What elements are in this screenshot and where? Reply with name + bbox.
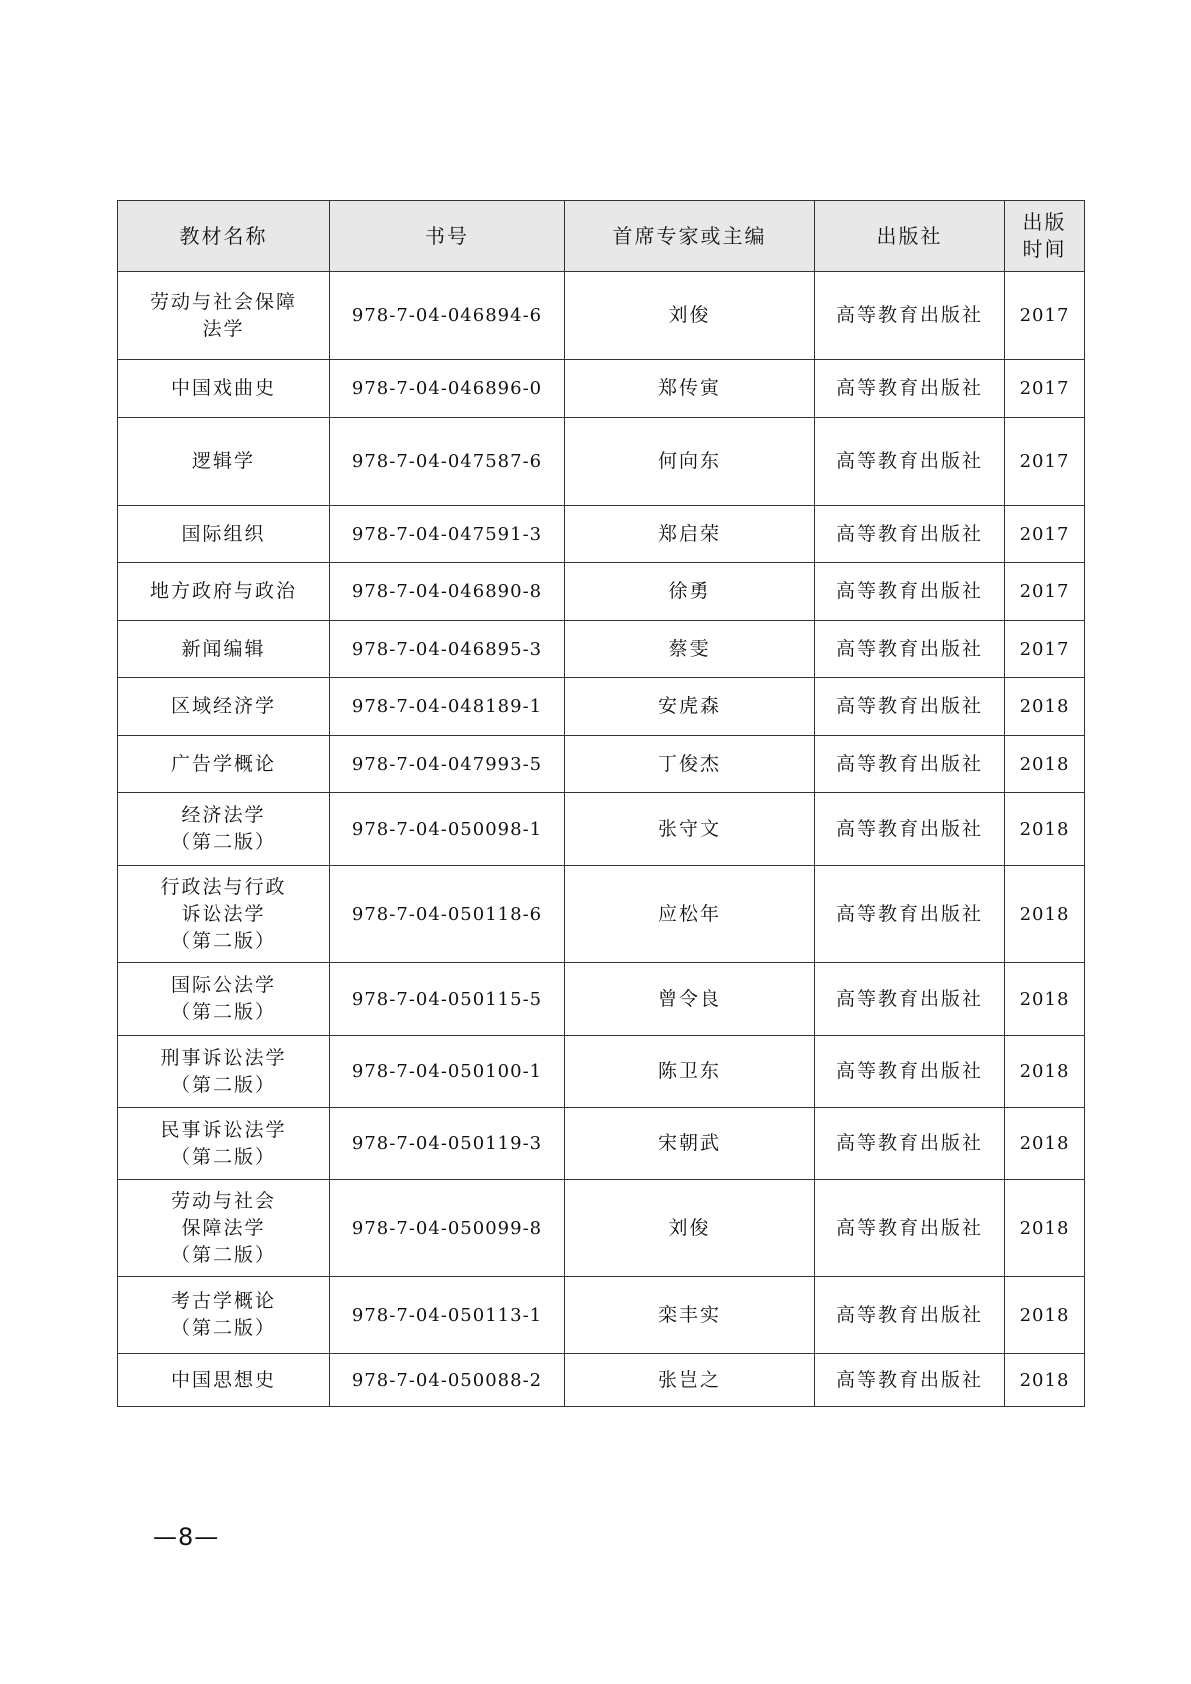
header-year-line2: 时间 [1022,237,1067,261]
cell-title-line: 国际组织 [181,522,266,545]
cell-publisher: 高等教育出版社 [815,506,1005,563]
cell-title [118,418,330,506]
cell-title [118,736,330,793]
cell-isbn: 978-7-04-046895-3 [330,621,565,678]
table-row [118,418,1085,506]
cell-title-line: 保障法学 [181,1216,266,1239]
cell-publisher: 高等教育出版社 [815,793,1005,866]
cell-title-line: （第二版） [170,1001,276,1023]
cell-publisher: 高等教育出版社 [815,736,1005,793]
cell-title-line: 经济法学 [181,804,266,826]
table-row [118,621,1085,678]
cell-title-line: 逻辑学 [191,450,255,472]
cell-editor: 徐勇 [565,563,815,621]
cell-title [118,678,330,736]
cell-title-line: 劳动与社会保障 [149,290,297,313]
cell-year: 2018 [1005,866,1085,963]
header-isbn: 书号 [330,201,565,272]
cell-editor: 安虎森 [565,678,815,736]
cell-publisher: 高等教育出版社 [815,866,1005,963]
table-row [118,963,1085,1036]
cell-year: 2017 [1005,418,1085,506]
table-row [118,1036,1085,1108]
cell-isbn: 978-7-04-050119-3 [330,1108,565,1180]
cell-isbn: 978-7-04-047587-6 [330,418,565,506]
cell-publisher: 高等教育出版社 [815,621,1005,678]
cell-editor: 刘俊 [565,1180,815,1277]
cell-publisher: 高等教育出版社 [815,563,1005,621]
cell-year: 2018 [1005,1354,1085,1407]
cell-title-line: （第二版） [170,1073,276,1096]
cell-isbn: 978-7-04-046894-6 [330,272,565,360]
cell-year: 2018 [1005,736,1085,793]
cell-year: 2017 [1005,621,1085,678]
cell-title-line: 诉讼法学 [181,902,266,925]
cell-editor: 张岂之 [565,1354,815,1407]
cell-title [118,963,330,1036]
table-row [118,1354,1085,1407]
page-number: —8— [153,1523,220,1551]
cell-title [118,563,330,621]
textbook-table [117,200,1085,1407]
cell-year: 2018 [1005,793,1085,866]
table-body [118,272,1085,1407]
cell-isbn: 978-7-04-050088-2 [330,1354,565,1407]
cell-isbn: 978-7-04-050113-1 [330,1277,565,1354]
cell-title [118,506,330,563]
cell-editor: 丁俊杰 [565,736,815,793]
cell-title [118,1108,330,1180]
cell-title-line: （第二版） [170,1317,276,1339]
cell-title-line: （第二版） [170,1145,276,1168]
cell-title-line: 国际公法学 [170,974,276,996]
cell-title-line: 地方政府与政治 [149,580,297,602]
cell-isbn: 978-7-04-050098-1 [330,793,565,866]
cell-editor: 蔡雯 [565,621,815,678]
cell-editor: 陈卫东 [565,1036,815,1108]
cell-publisher: 高等教育出版社 [815,360,1005,418]
cell-year: 2017 [1005,360,1085,418]
header-year-line1: 出版 [1022,210,1067,234]
cell-editor: 应松年 [565,866,815,963]
header-title: 教材名称 [118,201,330,272]
cell-title [118,866,330,963]
cell-publisher: 高等教育出版社 [815,418,1005,506]
cell-year: 2018 [1005,678,1085,736]
cell-publisher: 高等教育出版社 [815,1108,1005,1180]
cell-year: 2017 [1005,272,1085,360]
cell-editor: 曾令良 [565,963,815,1036]
cell-title [118,360,330,418]
table-row [118,360,1085,418]
cell-isbn: 978-7-04-048189-1 [330,678,565,736]
cell-title-line: 刑事诉讼法学 [160,1046,287,1069]
table-row [118,272,1085,360]
table-row [118,866,1085,963]
cell-isbn: 978-7-04-050118-6 [330,866,565,963]
cell-title-line: 中国戏曲史 [170,377,276,399]
cell-title-line: 新闻编辑 [181,637,266,660]
table-row [118,793,1085,866]
cell-year: 2018 [1005,1108,1085,1180]
cell-title-line: （第二版） [170,831,276,853]
cell-publisher: 高等教育出版社 [815,1354,1005,1407]
cell-editor: 栾丰实 [565,1277,815,1354]
cell-title-line: （第二版） [170,1243,276,1266]
table-row [118,1277,1085,1354]
cell-title-line: 行政法与行政 [160,875,287,898]
cell-title-line: 中国思想史 [170,1368,276,1391]
cell-year: 2017 [1005,563,1085,621]
cell-publisher: 高等教育出版社 [815,1036,1005,1108]
cell-editor: 郑启荣 [565,506,815,563]
cell-year: 2017 [1005,506,1085,563]
cell-title [118,1036,330,1108]
cell-title [118,272,330,360]
cell-title-line: 法学 [202,317,245,340]
cell-isbn: 978-7-04-046896-0 [330,360,565,418]
cell-title [118,793,330,866]
cell-year: 2018 [1005,1036,1085,1108]
cell-publisher: 高等教育出版社 [815,272,1005,360]
cell-title [118,1354,330,1407]
cell-editor: 何向东 [565,418,815,506]
header-publisher: 出版社 [815,201,1005,272]
table-row [118,736,1085,793]
cell-year: 2018 [1005,1277,1085,1354]
header-editor: 首席专家或主编 [565,201,815,272]
cell-publisher: 高等教育出版社 [815,678,1005,736]
cell-editor: 郑传寅 [565,360,815,418]
cell-title [118,621,330,678]
cell-editor: 张守文 [565,793,815,866]
cell-isbn: 978-7-04-050099-8 [330,1180,565,1277]
table-row [118,563,1085,621]
cell-title [118,1180,330,1277]
cell-title-line: 广告学概论 [170,752,276,775]
cell-title-line: 民事诉讼法学 [160,1118,287,1141]
cell-isbn: 978-7-04-047993-5 [330,736,565,793]
cell-editor: 刘俊 [565,272,815,360]
cell-title [118,1277,330,1354]
cell-year: 2018 [1005,963,1085,1036]
cell-title-line: （第二版） [170,929,276,952]
table-row [118,506,1085,563]
cell-publisher: 高等教育出版社 [815,1180,1005,1277]
cell-isbn: 978-7-04-050100-1 [330,1036,565,1108]
cell-year: 2018 [1005,1180,1085,1277]
cell-publisher: 高等教育出版社 [815,963,1005,1036]
cell-publisher: 高等教育出版社 [815,1277,1005,1354]
cell-title-line: 考古学概论 [170,1290,276,1312]
table-header-row [118,201,1085,272]
cell-isbn: 978-7-04-050115-5 [330,963,565,1036]
cell-isbn: 978-7-04-046890-8 [330,563,565,621]
cell-title-line: 区域经济学 [170,695,276,717]
cell-editor: 宋朝武 [565,1108,815,1180]
cell-title-line: 劳动与社会 [170,1189,276,1212]
cell-isbn: 978-7-04-047591-3 [330,506,565,563]
header-year [1005,201,1085,272]
table-row [118,678,1085,736]
table-row [118,1180,1085,1277]
table-row [118,1108,1085,1180]
